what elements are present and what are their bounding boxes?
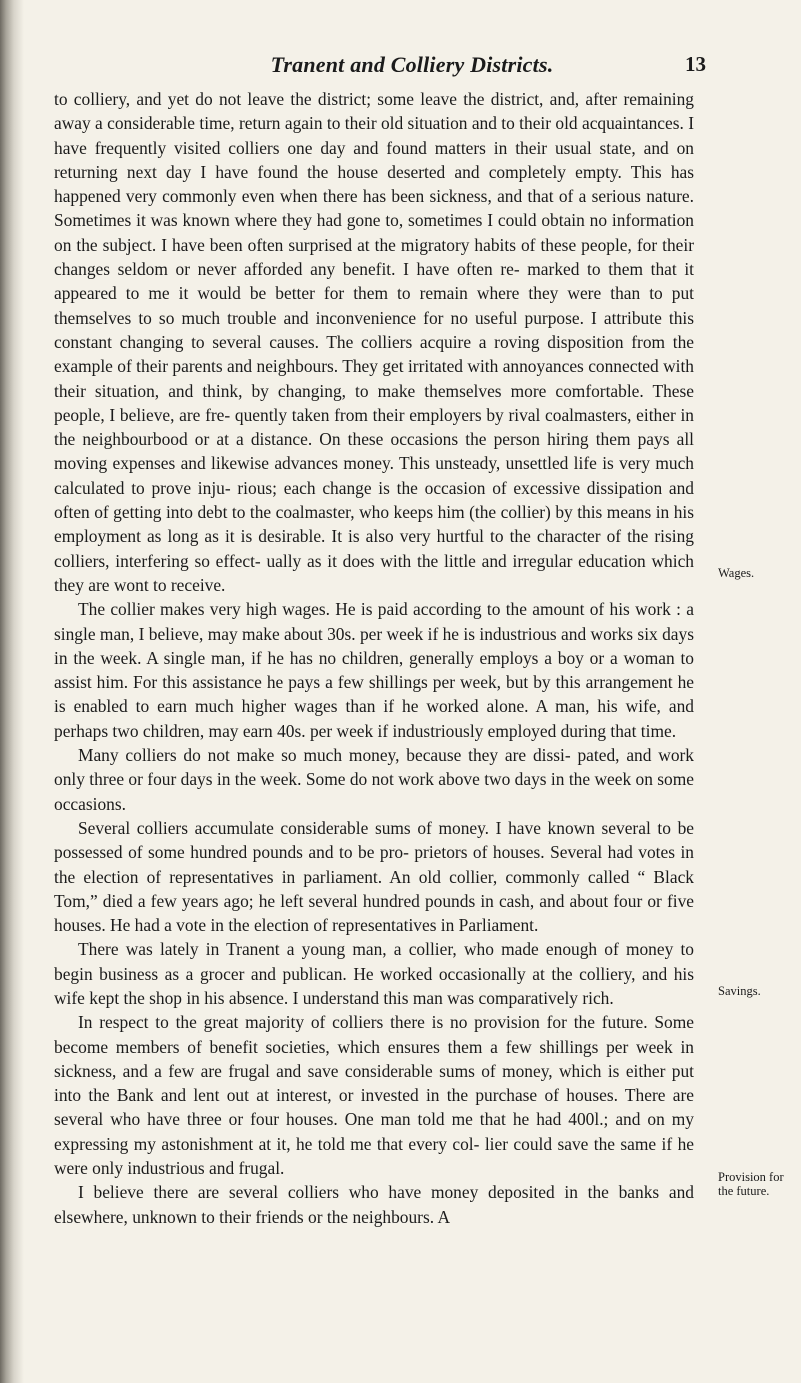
paragraph: I believe there are several colliers who have money deposited in the banks and elsewhere, unknown to their friends or the neighbours. A <box>54 1182 694 1227</box>
body-text <box>54 87 694 1229</box>
paragraph: The collier makes very high wages. He is paid according to the amount of his work : a single man, I believe, may make about 30s. per week if he is industrious and works six days in the week. A single man, if he has no children, generally employs a boy or a woman to assist him. For this assistance he pays a few shillings per week, but by this arrangement he is enabled to earn much higher wages than if he worked alone. A man, his wife, and perhaps two children, may earn 40s. per week if industriously employed during that time. <box>54 599 694 741</box>
page-binding-edge <box>0 0 14 1383</box>
margin-note-wages: Wages. <box>718 566 755 580</box>
page-binding-shadow <box>14 0 24 1383</box>
paragraph: There was lately in Tranent a young man, a collier, who made enough of money to begin business as a grocer and publican. He worked occasionally at the colliery, and his wife kept the shop in his absence. I understand this man was comparatively rich. <box>54 939 694 1008</box>
margin-note-provision: Provision for the future. <box>718 1170 784 1198</box>
paragraph: Many colliers do not make so much money, because they are dissi- pated, and work only three or four days in the week. Some do not work above two days in the week on some occasions. <box>54 745 694 814</box>
paragraph: to colliery, and yet do not leave the district; some leave the district, and, after remaining away a considerable time, return again to their old situation and to their old acquaintances. I have frequently visited colliers one day and found matters in their usual state, and on returning next day I have found the house deserted and completely empty. This has happened very commonly even when there has been sickness, and that of a serious nature. Sometimes it was known where they had gone to, sometimes I could obtain no information on the subject. I have been often surprised at the migratory habits of these people, for their changes seldom or never afforded any benefit. I have often re- marked to them that it appeared to me it would be better for them to remain where they were than to put themselves to so much trouble and inconvenience for no useful purpose. I attribute this constant changing to several causes. The colliers acquire a roving disposition from the example of their parents and neighbours. They get irritated with annoyances connected with their situation, and think, by changing, to make themselves more comfortable. These people, I believe, are fre- quently taken from their employers by rival coalmasters, either in the neighbourbood or at a distance. On these occasions the person hiring them pays all moving expenses and likewise advances money. This unsteady, unsettled life is very much calculated to prove inju- rious; each change is the occasion of excessive dissipation and often of getting into debt to the coalmaster, who keeps him (the collier) by this means in his employment as long as it is desirable. It is also very hurtful to the character of the rising colliers, interfering so effect- ually as it does with the little and irregular education which they are wont to receive. <box>54 89 694 595</box>
page-number: 13 <box>685 52 706 76</box>
running-title: Tranent and Colliery Districts. <box>270 52 554 77</box>
margin-note-savings: Savings. <box>718 984 761 998</box>
paragraph: In respect to the great majority of colliers there is no provision for the future. Some become members of benefit societies, which ensures them a few shillings per week in sickness, and a few are frugal and save considerable sums of money, which is either put into the Bank and lent out at interest, or invested in the purchase of houses. There are several who have three or four houses. One man told me that he had 400l.; and on my expressing my astonishment at it, he told me that every col- lier could save the same if he were only industrious and frugal. <box>54 1012 694 1179</box>
paragraph: Several colliers accumulate considerable sums of money. I have known several to be possessed of some hundred pounds and to be pro- prietors of houses. Several had votes in the election of representatives in parliament. An old collier, commonly called “ Black Tom,” died a few years ago; he left several hundred pounds in cash, and about four or five houses. He had a vote in the election of representatives in Parliament. <box>54 817 694 936</box>
page-header <box>54 52 770 92</box>
